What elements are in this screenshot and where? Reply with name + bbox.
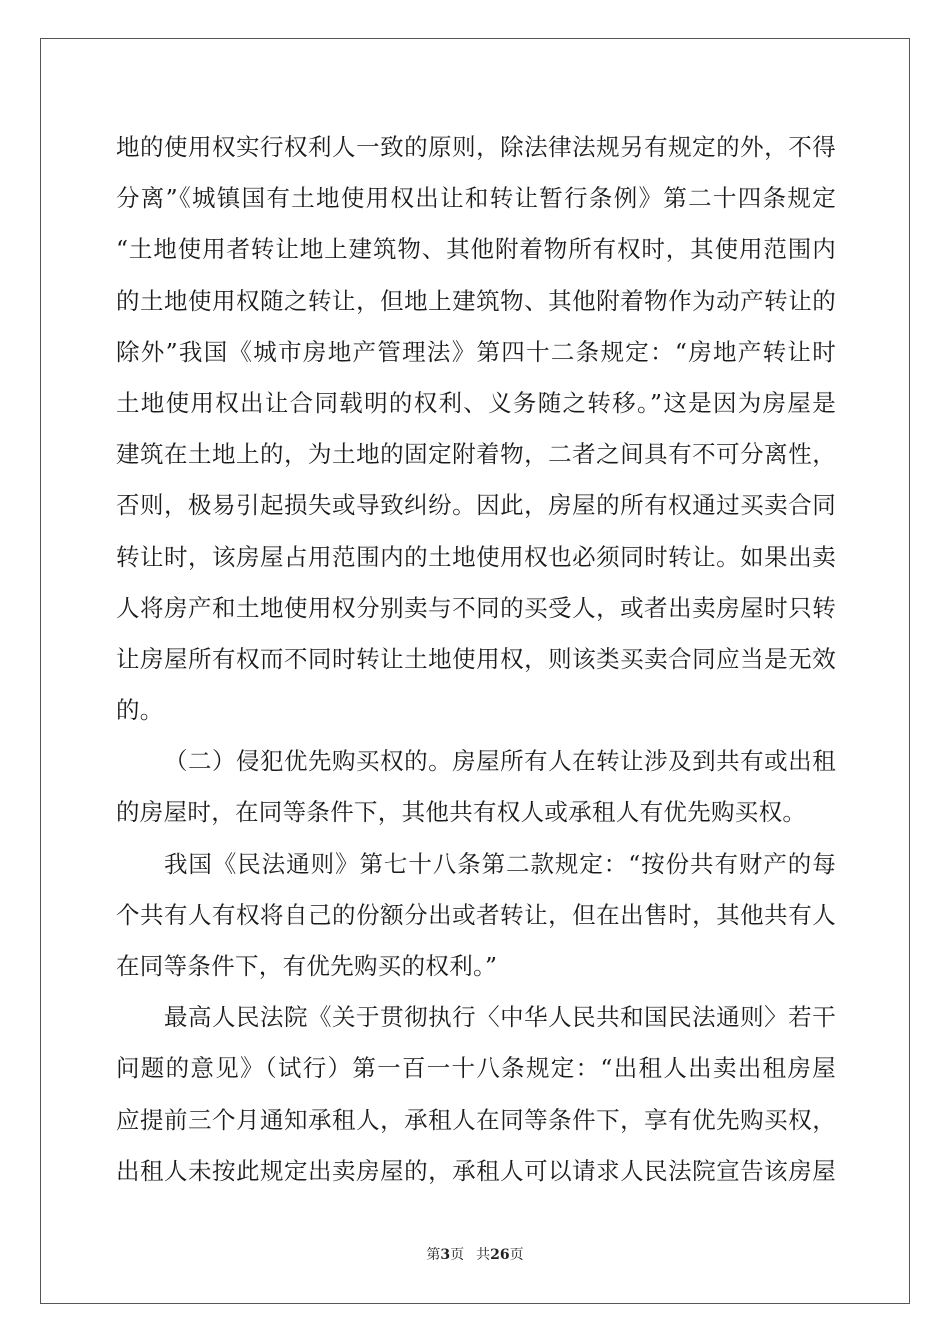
text-line: 建筑在土地上的，为土地的固定附着物，二者之间具有不可分离性，: [116, 440, 836, 469]
text-line: 地的使用权实行权利人一致的原则，除法律法规另有规定的外，不得: [116, 133, 836, 161]
page-footer: [0, 1244, 950, 1264]
text-line: 个共有人有权将自己的份额分出或者转让，但在出售时，其他共有人: [116, 900, 836, 929]
text-line: 最高人民法院《关于贯彻执行〈中华人民共和国民法通则〉若干: [164, 1003, 836, 1032]
text-line: 除外”我国《城市房地产管理法》第四十二条规定：“房地产转让时: [116, 337, 836, 366]
text-line: 土地使用权出让合同载明的权利、义务随之转移。”这是因为房屋是: [116, 388, 836, 417]
text-line: 人将房产和土地使用权分别卖与不同的买受人，或者出卖房屋时只转: [116, 593, 836, 622]
total-pages: 26: [490, 1247, 510, 1263]
text-line: 的房屋时，在同等条件下，其他共有权人或承租人有优先购买权。: [116, 798, 807, 827]
text-line: “土地使用者转让地上建筑物、其他附着物所有权时，其使用范围内: [116, 235, 836, 264]
text-line: 在同等条件下，有优先购买的权利。”: [116, 952, 498, 980]
text-line: （二）侵犯优先购买权的。房屋所有人在转让涉及到共有或出租: [164, 747, 836, 776]
document-body: [116, 122, 836, 1197]
page-prefix: 第: [426, 1247, 441, 1263]
text-line: 我国《民法通则》第七十八条第二款规定：“按份共有财产的每: [164, 849, 836, 878]
text-line: 的。: [116, 696, 164, 725]
total-prefix: 共: [476, 1247, 491, 1263]
text-line: 转让时，该房屋占用范围内的土地使用权也必须同时转让。如果出卖: [116, 542, 836, 571]
text-line: 让房屋所有权而不同时转让土地使用权，则该类买卖合同应当是无效: [116, 644, 836, 673]
text-line: 出租人未按此规定出卖房屋的，承租人可以请求人民法院宣告该房屋: [116, 1156, 836, 1185]
text-line: 应提前三个月通知承租人，承租人在同等条件下，享有优先购买权，: [116, 1105, 836, 1134]
page-number: 3: [440, 1247, 451, 1263]
text-line: 否则，极易引起损失或导致纠纷。因此，房屋的所有权通过买卖合同: [116, 491, 836, 520]
text-line: 分离”《城镇国有土地使用权出让和转让暂行条例》第二十四条规定: [116, 184, 836, 213]
text-line: 的土地使用权随之转让，但地上建筑物、其他附着物作为动产转让的: [116, 286, 836, 315]
text-line: 问题的意见》（试行）第一百一十八条规定：“出租人出卖出租房屋: [116, 1054, 836, 1083]
total-suffix: 页: [509, 1247, 524, 1263]
page-suffix: 页: [450, 1247, 465, 1263]
